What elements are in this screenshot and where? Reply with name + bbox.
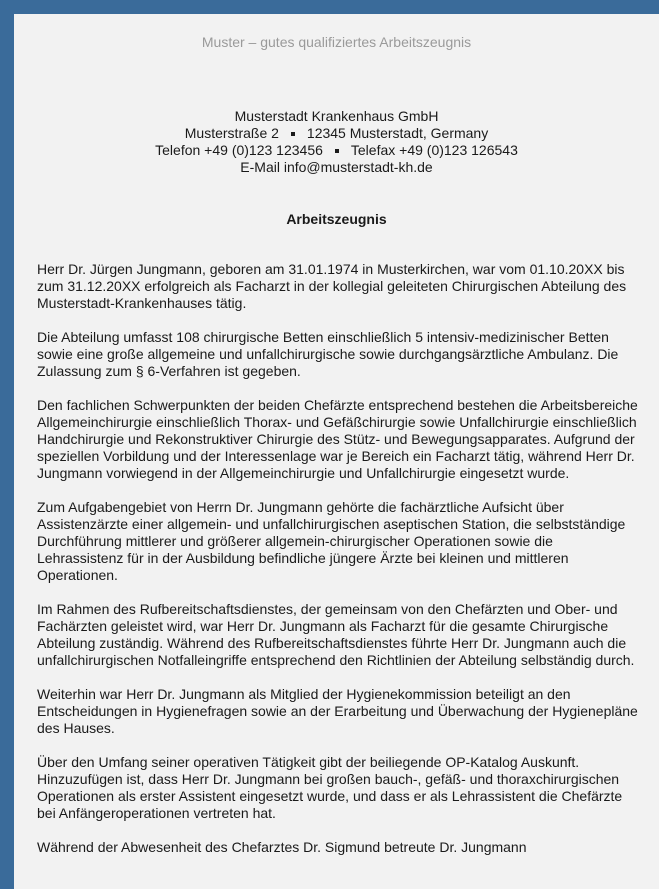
company-name: Musterstadt Krankenhaus GmbH [234,108,439,124]
phone: Telefon +49 (0)123 123456 [155,142,323,158]
document-title: Arbeitszeugnis [286,211,387,227]
street: Musterstraße 2 [184,125,279,141]
paragraph: Über den Umfang seiner operativen Tätigkeit gibt der beiliegende OP-Katalog Auskunft. Hinzuzufügen ist, dass Herr Dr. Jungmann bei großen bauch-, gefäß- und thoraxchirurgischen Operationen als erster Assistent eingesetzt wurde, und dass er als Lehrassistent die Chefärzte bei Anfängeroperationen vertreten hat. [37,754,623,821]
document-page [14,14,659,889]
paragraph: Herr Dr. Jürgen Jungmann, geboren am 31.01.1974 in Musterkirchen, war vom 01.10.20XX bis zum 31.12.20XX erfolgreich als Facharzt in der kollegial geleiteten Chirurgischen Abteilung des Musterstadt-Krankenhauses tätig. [37,261,627,311]
paragraph: Die Abteilung umfasst 108 chirurgische Betten einschließlich 5 intensiv-medizinischer Betten sowie eine große allgemeine und unfallchirurgische sowie durchgangsärztliche Ambulanz. Die Zulassung zum § 6-Verfahren ist gegeben. [37,329,619,379]
document-header-caption: Muster – gutes qualifiziertes Arbeitszeugnis [201,34,472,50]
letterhead [14,108,659,176]
paragraph: Den fachlichen Schwerpunkten der beiden Chefärzte entsprechend bestehen die Arbeitsbereiche Allgemeinchirurgie einschließlich Thorax- und Gefäßchirurgie sowie Unfallchirurgie einschließlich Handchirurgie und Rekonstruktiver Chirurgie des Stütz- und Bewegungsapparates. Aufgrund der speziellen Vorbildung und der Interessenlage war je Bereich ein Facharzt tätig, während Herr Dr. Jungmann vorwiegend in der Allgemeinchirurgie und Unfallchirurgie eingesetzt wurde. [37,397,638,481]
email: E-Mail info@musterstadt-kh.de [240,159,433,175]
paragraph: Weiterhin war Herr Dr. Jungmann als Mitglied der Hygienekommission beteiligt an den Entscheidungen in Hygienefragen sowie an der Erarbeitung und Überwachung der Hygienepläne des Hauses. [37,686,638,736]
separator-dot-icon [291,132,295,136]
paragraph: Im Rahmen des Rufbereitschaftsdienstes, der gemeinsam von den Chefärzten und Ober- und Fachärzten geleistet wird, war Herr Dr. Jungmann als Facharzt für die gesamte Chirurgische Abteilung zuständig. Während des Rufbereitschaftsdienstes führte Herr Dr. Jungmann auch die unfallchirurgischen Notfalleingriffe entsprechend den Richtlinien der Abteilung selbständig durch. [37,601,635,668]
contact-line [14,142,659,159]
fax: Telefax +49 (0)123 126543 [350,142,518,158]
paragraph: Während der Abwesenheit des Chefarztes Dr. Sigmund betreute Dr. Jungmann [37,839,527,855]
separator-dot-icon [335,149,339,153]
paragraph: Zum Aufgabengebiet von Herrn Dr. Jungmann gehörte die fachärztliche Aufsicht über Assistenzärzte einer allgemein- und unfallchirurgischen aseptischen Station, die selbstständige Durchführung mittlerer und größerer allgemein-chirurgischer Operationen sowie die Lehrassistenz für in der Ausbildung befindliche jüngere Ärzte bei kleinen und mittleren Operationen. [37,499,626,583]
address-line [14,125,659,142]
city: 12345 Musterstadt, Germany [306,125,489,141]
document-body [37,261,642,873]
